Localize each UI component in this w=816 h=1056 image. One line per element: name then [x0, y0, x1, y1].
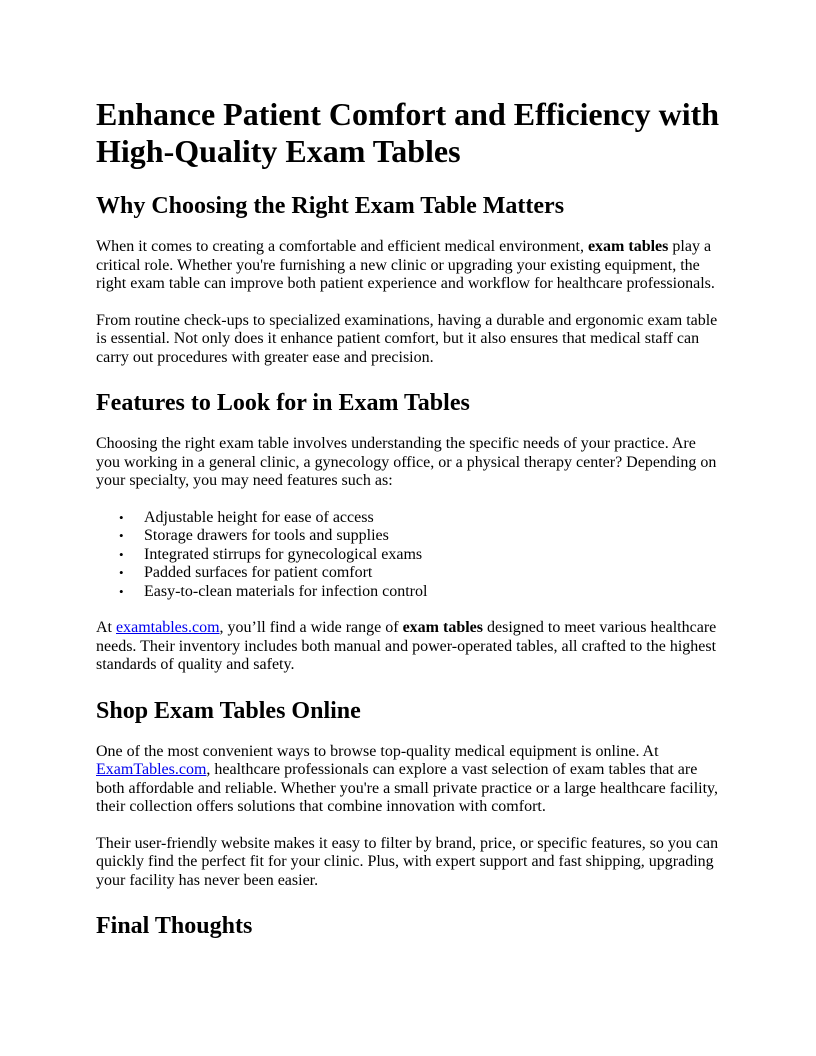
paragraph-website: Their user-friendly website makes it easy to filter by brand, price, or specific features, so you can quickly find the perfect fit for your clinic. Plus, with expert support and fast shipping, upgrading your facility has never been easier. — [96, 834, 719, 889]
text-run: designed to meet various healthcare needs. Their inventory includes both manual and power-operated tables, all crafted to the highest standards of quality and safety. — [96, 619, 717, 673]
paragraph-online — [96, 743, 720, 817]
text-run: When it comes to creating a comfortable and efficient medical environment, — [96, 238, 588, 255]
text-run: play a critical role. Whether you're furnishing a new clinic or upgrading your existing equipment, the right exam table can improve both patient experience and workflow for healthcare professionals. — [96, 238, 715, 292]
features-list — [96, 509, 720, 602]
bullet-icon: • — [119, 546, 124, 562]
text-run: At — [96, 619, 116, 636]
text-run: , you’ll find a wide range of — [219, 619, 403, 636]
bold-keyword: exam tables — [402, 619, 484, 636]
paragraph-examtables — [96, 619, 720, 675]
section-heading-why-choosing: Why Choosing the Right Exam Table Matters — [96, 193, 565, 219]
list-item: • Easy-to-clean materials for infection control — [119, 582, 428, 600]
text-run: , healthcare professionals can explore a vast selection of exam tables that are both affordable and reliable. Whether you're a small private practice or a large healthcare facility, their collection offers solutions that combine innovation with comfort. — [96, 761, 718, 815]
list-item: • Storage drawers for tools and supplies — [119, 527, 389, 544]
bullet-icon: • — [119, 528, 124, 543]
section-heading-features: Features to Look for in Exam Tables — [96, 390, 470, 416]
bullet-icon: • — [119, 509, 124, 525]
page-title: Enhance Patient Comfort and Efficiency with High-Quality Exam Tables — [96, 96, 720, 169]
paragraph-routine: From routine check-ups to specialized examinations, having a durable and ergonomic exam table is essential. Not only does it enhance patient comfort, but it also ensures that medical staff can carry out procedures with greater ease and precision. — [96, 311, 718, 366]
bold-keyword: exam tables — [587, 238, 669, 255]
paragraph-choosing: Choosing the right exam table involves understanding the specific needs of your practice. Are you working in a general clinic, a gynecology office, or a physical therapy center? Depending on your specialty, you may need features such as: — [96, 435, 717, 489]
document-page — [96, 96, 720, 958]
text-run: One of the most convenient ways to browse top-quality medical equipment is online. At — [96, 742, 659, 760]
bullet-icon: • — [119, 583, 124, 599]
list-item: • Integrated stirrups for gynecological exams — [119, 545, 423, 563]
examtables-link[interactable]: ExamTables.com — [96, 761, 207, 778]
bullet-icon: • — [119, 565, 124, 580]
section-heading-shop: Shop Exam Tables Online — [96, 697, 361, 724]
list-item: • Padded surfaces for patient comfort — [119, 564, 373, 581]
examtables-link[interactable]: examtables.com — [116, 619, 220, 636]
list-item: • Adjustable height for ease of access — [119, 508, 374, 526]
section-heading-final-thoughts: Final Thoughts — [96, 913, 253, 939]
paragraph-intro — [96, 238, 720, 294]
